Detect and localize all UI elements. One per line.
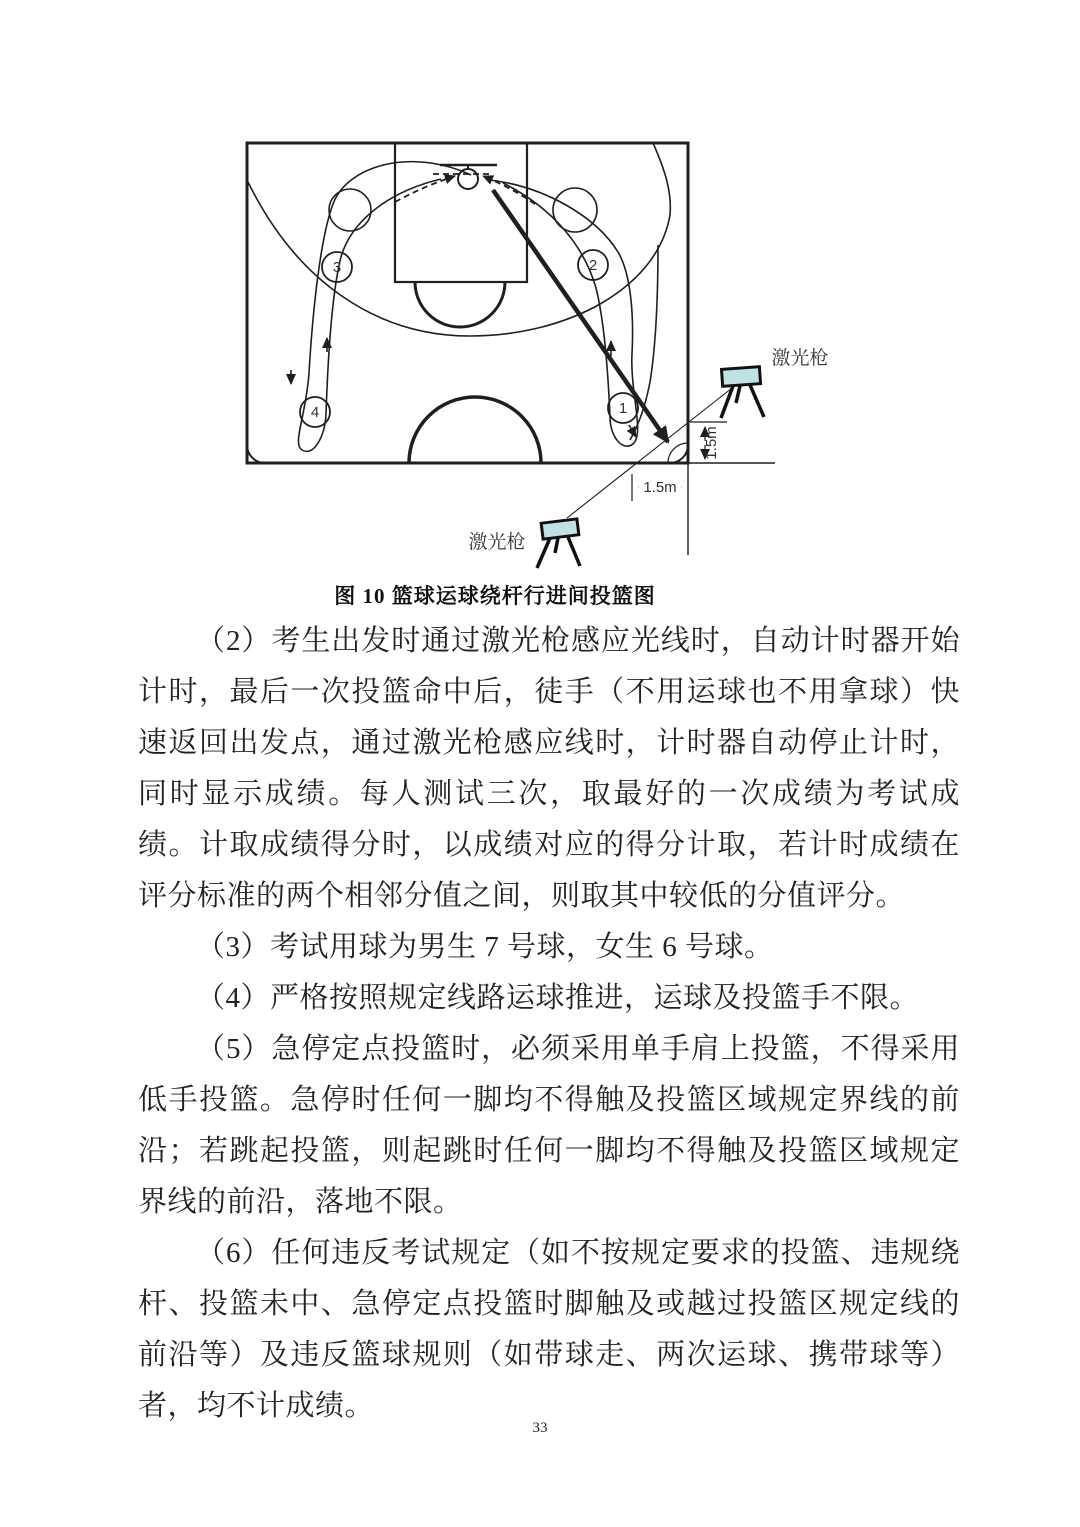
laser-gun-top-label: 激光枪 [771,348,829,369]
laser-gun-bottom-body [541,519,579,539]
laser-gun-top [721,347,829,418]
paragraph-6: （6）任何违反考试规定（如不按规定要求的投篮、违规绕杆、投篮未中、急停定点投篮时脚触及或越过投篮区规定线的前沿等）及违反篮球规则（如带球走、两次运球、携带球等）者，均不计成绩。 [138,1237,960,1422]
measurement-lines [567,388,775,555]
rim [458,169,478,189]
poles [300,188,638,427]
pole-2-label: 2 [588,257,598,274]
pole-3-label: 3 [332,259,342,276]
basket [440,165,497,189]
horizontal-dim-label: 1.5m [643,479,677,496]
dribble-route [291,162,638,452]
vertical-dim-label: 1.5m [703,426,720,460]
half-court-arc [409,397,541,463]
laser-gun-top-body [721,367,760,387]
laser-gun-bottom [468,519,580,568]
pole-4-label: 4 [310,404,320,421]
free-throw-arc [415,282,505,327]
paragraph-4: （4）严格按照规定线路运球推进，运球及投篮手不限。 [196,982,920,1014]
pole-1-label: 1 [618,400,628,417]
laser-gun-bottom-label: 激光枪 [468,532,526,553]
paragraph-5: （5）急停定点投篮时，必须采用单手肩上投篮，不得采用低手投篮。急停时任何一脚均不得触及投篮区域规定界线的前沿；若跳起投篮，则起跳时任何一脚均不得触及投篮区域规定界线的前沿，落地不限。 [138,1033,960,1218]
paragraph-3: （3）考试用球为男生 7 号球，女生 6 号球。 [196,931,774,963]
finish-arrow [493,190,668,442]
body-text [138,616,960,1432]
figure-caption: 图 10 篮球运球绕杆行进间投篮图 [334,584,656,608]
page-number: 33 [532,1420,548,1436]
paragraph-2: （2）考生出发时通过激光枪感应光线时，自动计时器开始计时，最后一次投篮命中后，徒手（不用运球也不用拿球）快速返回出发点，通过激光枪感应线时，计时器自动停止计时，同时显示成绩。每人测试三次，取最好的一次成绩为考试成绩。计取成绩得分时，以成绩对应的得分计取，若计时成绩在评分标准的两个相邻分值之间，则取其中较低的分值评分。 [138,625,960,912]
court-diagram [235,130,835,595]
right-angle-mark [668,443,688,463]
three-point-arc [248,143,670,336]
